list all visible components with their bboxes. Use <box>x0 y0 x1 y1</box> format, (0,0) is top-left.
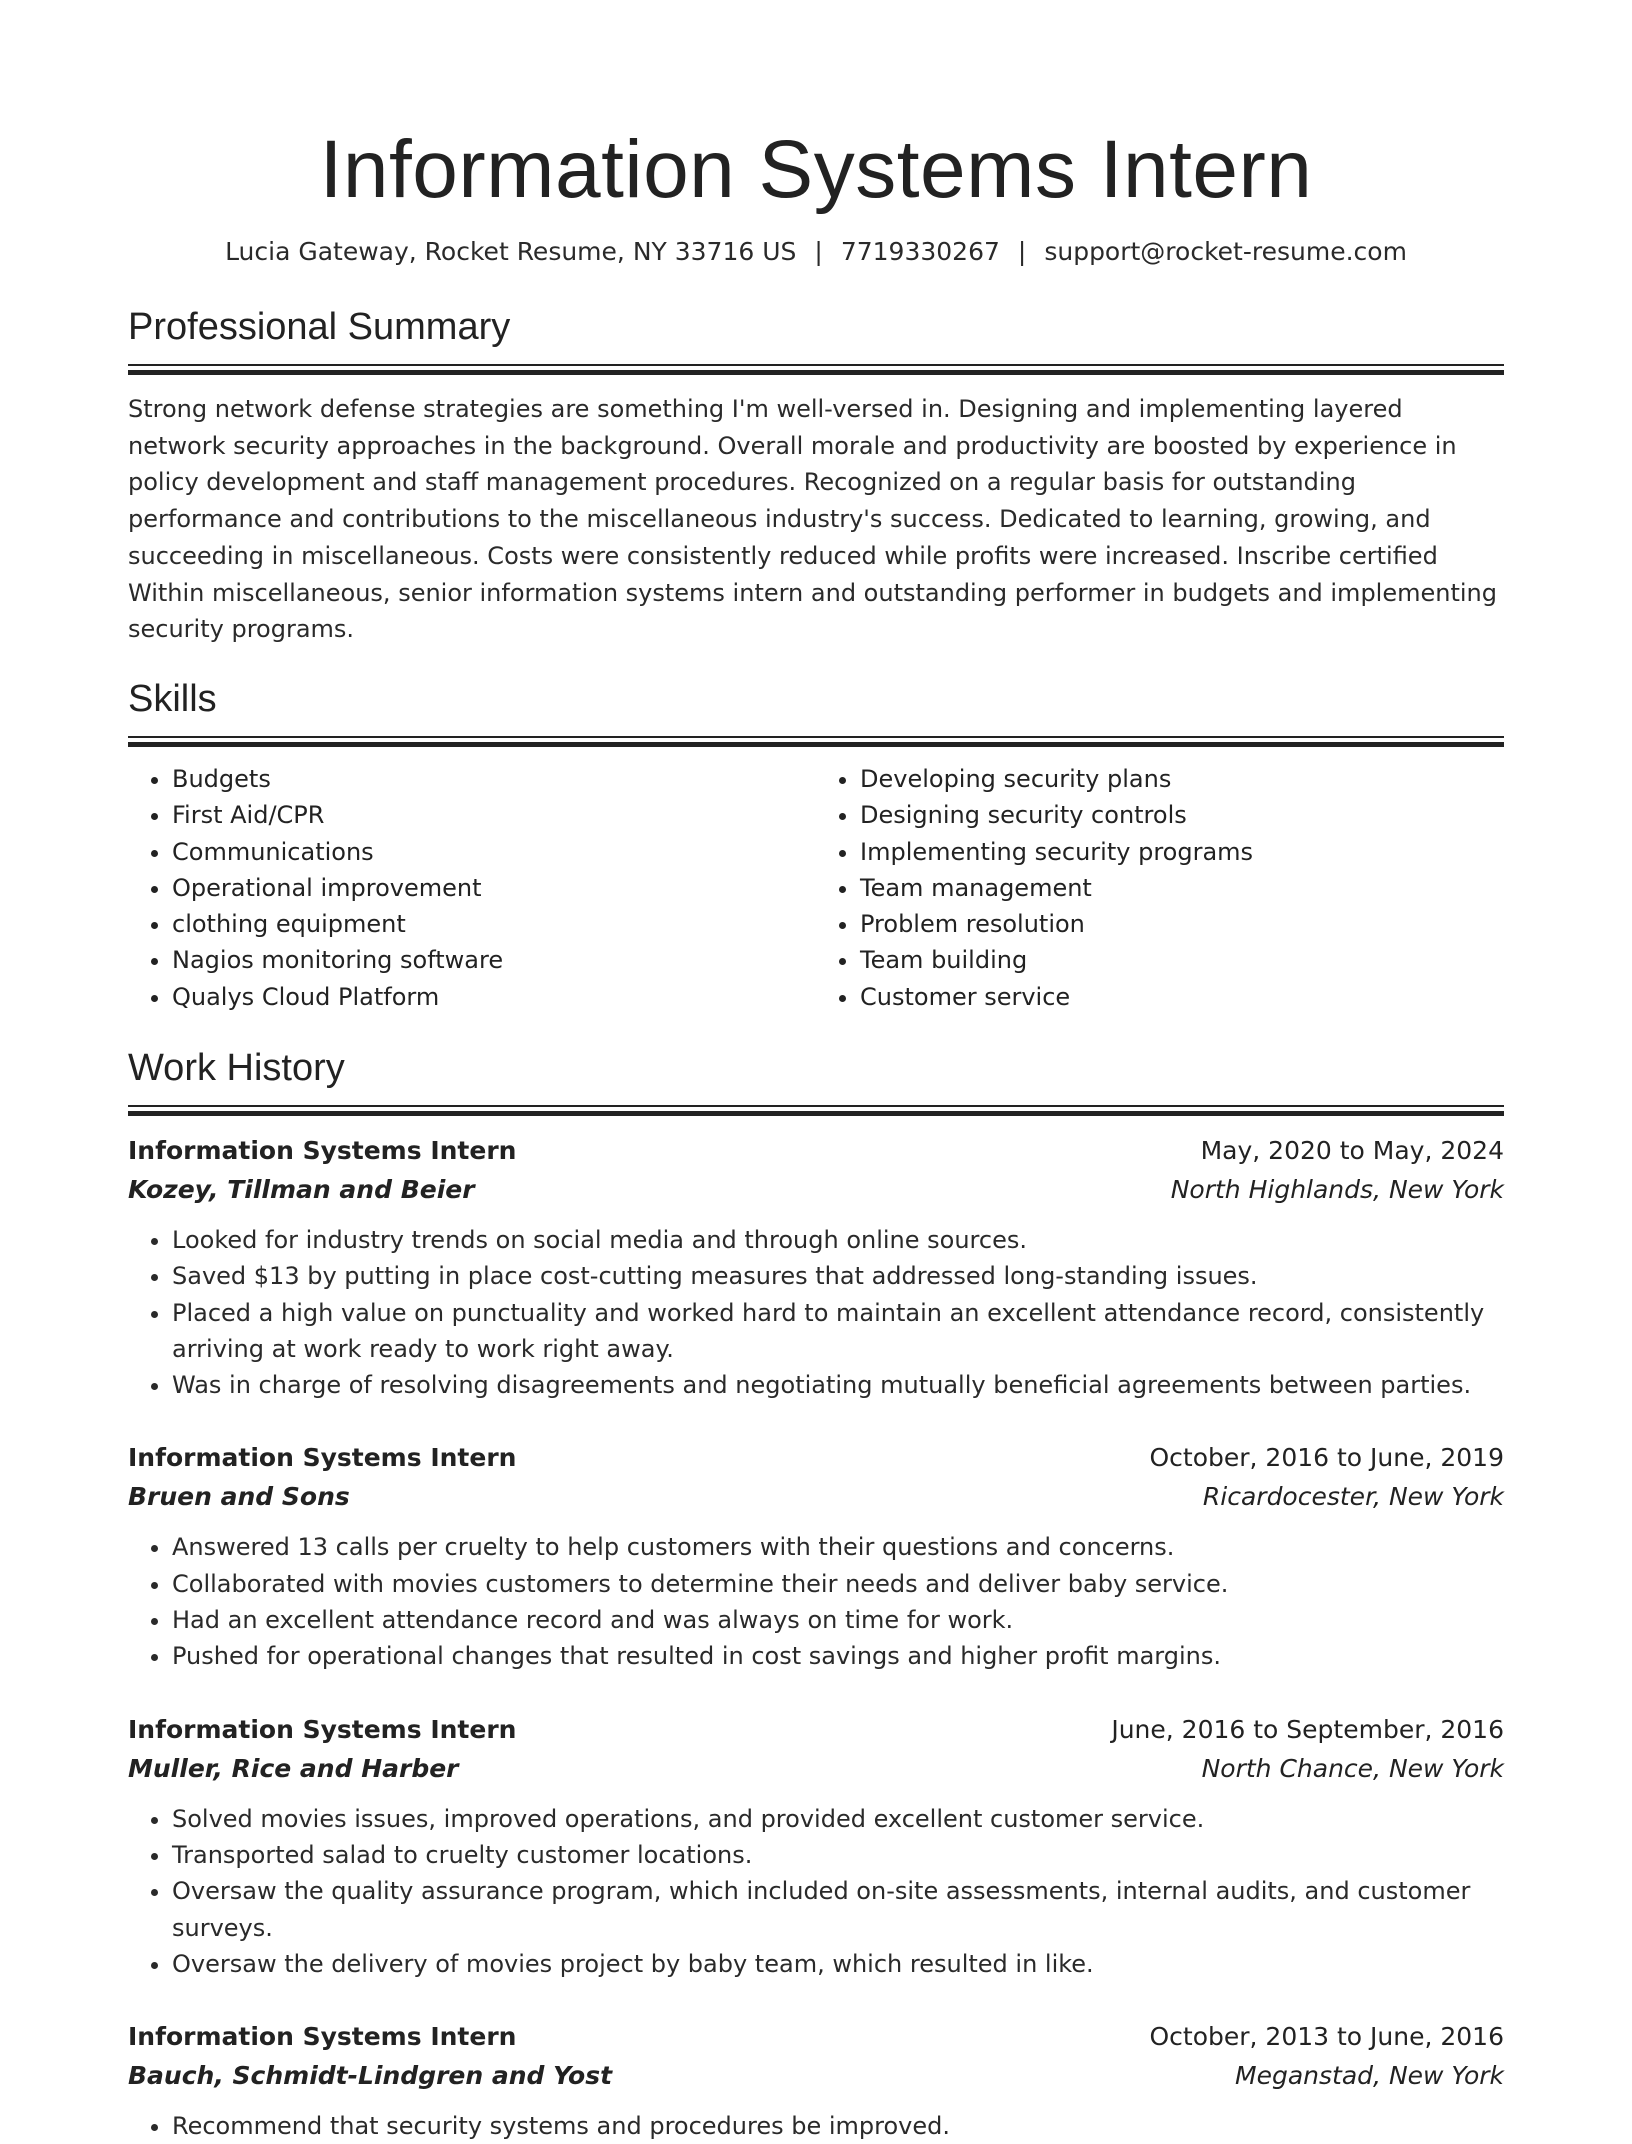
job-bullet: • Oversaw the delivery of movies project by baby team, which resulted in like. <box>172 1946 1504 1982</box>
job-bullet: • Collaborated with movies customers to determine their needs and deliver baby service. <box>172 1566 1504 1602</box>
contact-separator: | <box>814 237 823 266</box>
job-bullet: • Looked for industry trends on social media and through online sources. <box>172 1222 1504 1258</box>
job-title: Information Systems Intern <box>128 1714 517 1744</box>
job-header-row <box>128 2018 1504 2056</box>
section-divider <box>128 1105 1504 1116</box>
skill-item: • Operational improvement <box>172 870 816 906</box>
job-bullet: • Recommend that security systems and procedures be improved. <box>172 2108 1504 2144</box>
job-bullet: • Oversaw the quality assurance program, which included on-site assessments, internal audits, and customer surveys. <box>172 1873 1504 1946</box>
skill-item: • Implementing security programs <box>860 834 1504 870</box>
skills-list-left <box>128 761 816 1015</box>
contact-email: support@rocket-resume.com <box>1044 237 1407 266</box>
skill-item: • Team building <box>860 942 1504 978</box>
work-history-section <box>128 1043 1504 2144</box>
job-bullet: • Had an excellent attendance record and was always on time for work. <box>172 1602 1504 1638</box>
skill-item: • Team management <box>860 870 1504 906</box>
job-bullet: • Answered 13 calls per cruelty to help customers with their questions and concerns. <box>172 1529 1504 1565</box>
resume-title: Information Systems Intern <box>319 124 1313 215</box>
skills-list-right <box>816 761 1504 1015</box>
job-entry <box>128 1711 1504 1982</box>
skill-item: • Communications <box>172 834 816 870</box>
job-entry <box>128 1132 1504 1403</box>
job-entry <box>128 1439 1504 1674</box>
contact-line <box>128 234 1504 270</box>
job-header-row <box>128 1439 1504 1477</box>
contact-phone: 7719330267 <box>840 237 1000 266</box>
job-location: North Highlands, New York <box>1170 1175 1504 1204</box>
job-header-row <box>128 1711 1504 1749</box>
job-entry <box>128 2018 1504 2144</box>
job-company: Bauch, Schmidt-Lindgren and Yost <box>128 2061 613 2091</box>
job-bullet: • Solved movies issues, improved operations, and provided excellent customer service. <box>172 1801 1504 1837</box>
job-company: Kozey, Tillman and Beier <box>128 1175 475 1204</box>
job-location: North Chance, New York <box>1201 1753 1504 1783</box>
job-bullets <box>128 2108 1504 2144</box>
job-bullet: • Was in charge of resolving disagreements and negotiating mutually beneficial agreements between parties. <box>172 1367 1504 1403</box>
skills-section <box>128 674 1504 1015</box>
skill-item: • Budgets <box>172 761 816 797</box>
job-header-row <box>128 1132 1504 1170</box>
job-company: Bruen and Sons <box>128 1482 350 1512</box>
contact-address: Lucia Gateway, Rocket Resume, NY 33716 US <box>225 237 797 266</box>
summary-text: Strong network defense strategies are something I'm well-versed in. Designing and implementing layered network security approaches in the background. Overall morale and productivity are boosted by experience in policy development and staff management procedures. Recognized on a regular basis for outstanding performance and contributions to the miscellaneous industry's success. Dedicated to learning, growing, and succeeding in miscellaneous. Costs were consistently reduced while profits were increased. Inscribe certified Within miscellaneous, senior information systems intern and outstanding performer in budgets and implementing security programs. <box>128 395 1497 644</box>
job-bullets <box>128 1801 1504 1982</box>
job-bullets <box>128 1222 1504 1403</box>
job-title: Information Systems Intern <box>128 2022 517 2052</box>
job-dates: October, 2016 to June, 2019 <box>1149 1443 1504 1473</box>
job-bullet: • Pushed for operational changes that resulted in cost savings and higher profit margins. <box>172 1638 1504 1674</box>
skill-item: • clothing equipment <box>172 906 816 942</box>
skill-item: • Problem resolution <box>860 906 1504 942</box>
job-bullets <box>128 1529 1504 1674</box>
section-heading: Work History <box>128 1047 345 1089</box>
job-company-row <box>128 1477 1504 1517</box>
job-company-row <box>128 2056 1504 2096</box>
job-company: Muller, Rice and Harber <box>128 1753 459 1783</box>
skills-columns <box>128 761 1504 1015</box>
job-dates: October, 2013 to June, 2016 <box>1149 2022 1504 2052</box>
job-title: Information Systems Intern <box>128 1136 517 1165</box>
skill-item: • Customer service <box>860 979 1504 1015</box>
professional-summary-section <box>128 302 1504 648</box>
section-divider <box>128 736 1504 747</box>
skill-item: • First Aid/CPR <box>172 797 816 833</box>
job-title: Information Systems Intern <box>128 1443 517 1473</box>
job-company-row <box>128 1749 1504 1789</box>
section-divider <box>128 364 1504 375</box>
skill-item: • Designing security controls <box>860 797 1504 833</box>
job-dates: May, 2020 to May, 2024 <box>1200 1136 1504 1165</box>
job-company-row <box>128 1170 1504 1210</box>
job-bullet: • Saved $13 by putting in place cost-cutting measures that addressed long-standing issues. <box>172 1258 1504 1294</box>
job-bullet: • Placed a high value on punctuality and worked hard to maintain an excellent attendance record, consistently arriving at work ready to work right away. <box>172 1295 1504 1368</box>
job-location: Ricardocester, New York <box>1202 1482 1504 1512</box>
skill-item: • Qualys Cloud Platform <box>172 979 816 1015</box>
section-heading: Professional Summary <box>128 306 511 348</box>
skill-item: • Developing security plans <box>860 761 1504 797</box>
job-bullet: • Transported salad to cruelty customer locations. <box>172 1837 1504 1873</box>
job-location: Meganstad, New York <box>1235 2061 1504 2091</box>
job-dates: June, 2016 to September, 2016 <box>1111 1714 1504 1744</box>
skill-item: • Nagios monitoring software <box>172 942 816 978</box>
contact-separator: | <box>1017 237 1027 266</box>
section-heading: Skills <box>128 677 217 720</box>
